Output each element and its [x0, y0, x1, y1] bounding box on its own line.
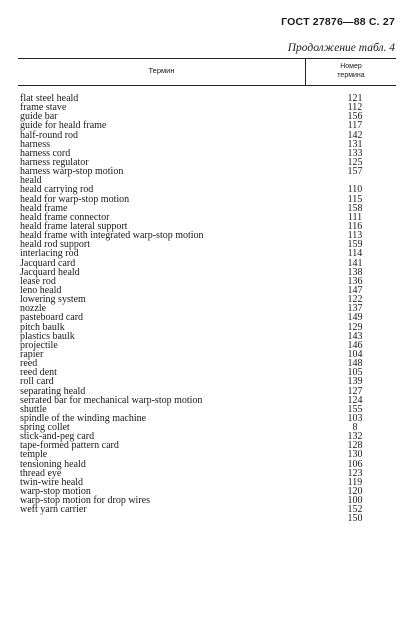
- term-number: 124: [347, 394, 363, 406]
- term-text: weft yarn carrier: [20, 504, 87, 516]
- table-header: [18, 58, 396, 86]
- term-text: temple: [20, 449, 48, 461]
- table-row: [20, 167, 396, 176]
- term-text: leno heald: [20, 284, 62, 296]
- term-text: heald for warp-stop motion: [20, 193, 130, 205]
- term-text: lease rod: [20, 275, 56, 287]
- term-number: 139: [347, 376, 363, 388]
- table-row: [20, 341, 396, 350]
- term-number: 115: [347, 193, 363, 205]
- term-number: 122: [347, 294, 363, 306]
- table-row: [20, 332, 396, 341]
- term-text: heald frame: [20, 202, 68, 214]
- term-text: reed dent: [20, 367, 57, 379]
- term-number: 105: [347, 367, 363, 379]
- term-number: 131: [347, 138, 363, 150]
- table-row: [20, 94, 396, 103]
- term-text: roll card: [20, 376, 54, 388]
- table-row: [20, 350, 396, 359]
- term-number: 133: [347, 147, 363, 159]
- term-text: nozzle: [20, 303, 47, 315]
- table-row: [20, 313, 396, 322]
- term-text: guide bar: [20, 111, 58, 123]
- term-text: tape-formed pattern card: [20, 440, 119, 452]
- terms-list: [20, 94, 396, 524]
- term-text: heald frame with integrated warp-stop motion: [20, 230, 204, 242]
- term-number: 123: [347, 467, 363, 479]
- term-number: 129: [347, 321, 363, 333]
- term-number: 117: [347, 120, 363, 132]
- term-number: 111: [347, 211, 363, 223]
- term-number: 156: [347, 111, 363, 123]
- table-row: [20, 460, 396, 469]
- term-number: 103: [347, 412, 363, 424]
- term-number: 106: [347, 458, 363, 470]
- term-text: projectile: [20, 339, 58, 351]
- term-text: spindle of the winding machine: [20, 412, 147, 424]
- table-row: [20, 505, 396, 514]
- term-text: harness cord: [20, 147, 71, 159]
- term-number: 146: [347, 339, 363, 351]
- term-text: plastics baulk: [20, 330, 75, 342]
- term-text: heald carrying rod: [20, 184, 94, 196]
- term-text: twin-wire heald: [20, 476, 84, 488]
- term-number: 113: [347, 230, 363, 242]
- term-number: 143: [347, 330, 363, 342]
- term-number: 155: [347, 403, 363, 415]
- term-text: frame stave: [20, 102, 67, 114]
- term-text: serrated bar for mechanical warp-stop motion: [20, 394, 203, 406]
- table-row: [20, 103, 396, 112]
- term-number: 104: [347, 348, 363, 360]
- term-number: 149: [347, 312, 363, 324]
- table-row: [20, 295, 396, 304]
- term-number: 148: [347, 358, 363, 370]
- term-text: Jacquard card: [20, 257, 76, 269]
- term-text: guide for heald frame: [20, 120, 107, 132]
- table-row: [20, 131, 396, 140]
- term-text: spring collet: [20, 422, 70, 434]
- term-text: stick-and-peg card: [20, 431, 95, 443]
- term-number: 150: [347, 513, 363, 525]
- term-number: 142: [347, 129, 363, 141]
- term-number: 158: [347, 202, 363, 214]
- term-text: rapier: [20, 348, 44, 360]
- table-row: [20, 359, 396, 368]
- term-text: Jacquard heald: [20, 266, 80, 278]
- column-header-terms: Термин: [148, 66, 175, 75]
- term-text: flat steel heald: [20, 93, 79, 104]
- term-number: 152: [347, 504, 363, 516]
- term-number: 128: [347, 440, 363, 452]
- table-row: [20, 514, 396, 523]
- term-number: 159: [347, 239, 363, 251]
- term-text: lowering system: [20, 294, 86, 306]
- table-row: [20, 249, 396, 258]
- table-row: [20, 323, 396, 332]
- table-row: [20, 277, 396, 286]
- term-text: heald frame lateral support: [20, 220, 128, 232]
- term-text: tensioning heald: [20, 458, 86, 470]
- table-row: [20, 414, 396, 423]
- term-number: 119: [347, 476, 363, 488]
- term-text: heald frame connector: [20, 211, 110, 223]
- term-number: 138: [347, 266, 363, 278]
- term-text: harness warp-stop motion: [20, 166, 124, 178]
- column-header-number: Номер термина: [337, 63, 365, 79]
- term-number: 147: [347, 284, 363, 296]
- term-text: heald rod support: [20, 239, 90, 251]
- term-text: shuttle: [20, 403, 47, 415]
- term-number: 121: [347, 93, 363, 104]
- term-text: reed: [20, 358, 38, 370]
- term-text: interlacing rod: [20, 248, 79, 260]
- term-number: 114: [347, 248, 363, 260]
- term-number: 100: [347, 495, 363, 507]
- term-number: 112: [347, 102, 363, 114]
- term-text: harness: [20, 138, 50, 150]
- table-row: [20, 368, 396, 377]
- table-row: [20, 195, 396, 204]
- term-text: half-round rod: [20, 129, 79, 141]
- term-number: 157: [347, 166, 363, 178]
- term-text: harness regulator: [20, 156, 89, 168]
- term-number: 110: [347, 184, 363, 196]
- term-number: 120: [347, 486, 363, 498]
- term-text: heald: [20, 175, 42, 187]
- term-text: separating heald: [20, 385, 86, 397]
- term-number: 137: [347, 303, 363, 315]
- term-number: 116: [347, 220, 363, 232]
- term-text: warp-stop motion: [20, 486, 91, 498]
- term-number: 8: [352, 422, 358, 434]
- term-text: warp-stop motion for drop wires: [20, 495, 150, 507]
- term-text: thread eye: [20, 467, 62, 479]
- table-row: [20, 140, 396, 149]
- term-number: 141: [347, 257, 363, 269]
- term-text: pasteboard card: [20, 312, 84, 324]
- term-number: 125: [347, 156, 363, 168]
- term-number: 132: [347, 431, 363, 443]
- term-number: 136: [347, 275, 363, 287]
- table-row: [20, 268, 396, 277]
- term-text: pitch baulk: [20, 321, 65, 333]
- page-reference: ГОСТ 27876—88 С. 27: [281, 16, 395, 28]
- table-row: [20, 441, 396, 450]
- table-continuation-label: Продолжение табл. 4: [287, 42, 395, 54]
- term-number: 130: [347, 449, 363, 461]
- term-number: 127: [347, 385, 363, 397]
- table-row: [20, 396, 396, 405]
